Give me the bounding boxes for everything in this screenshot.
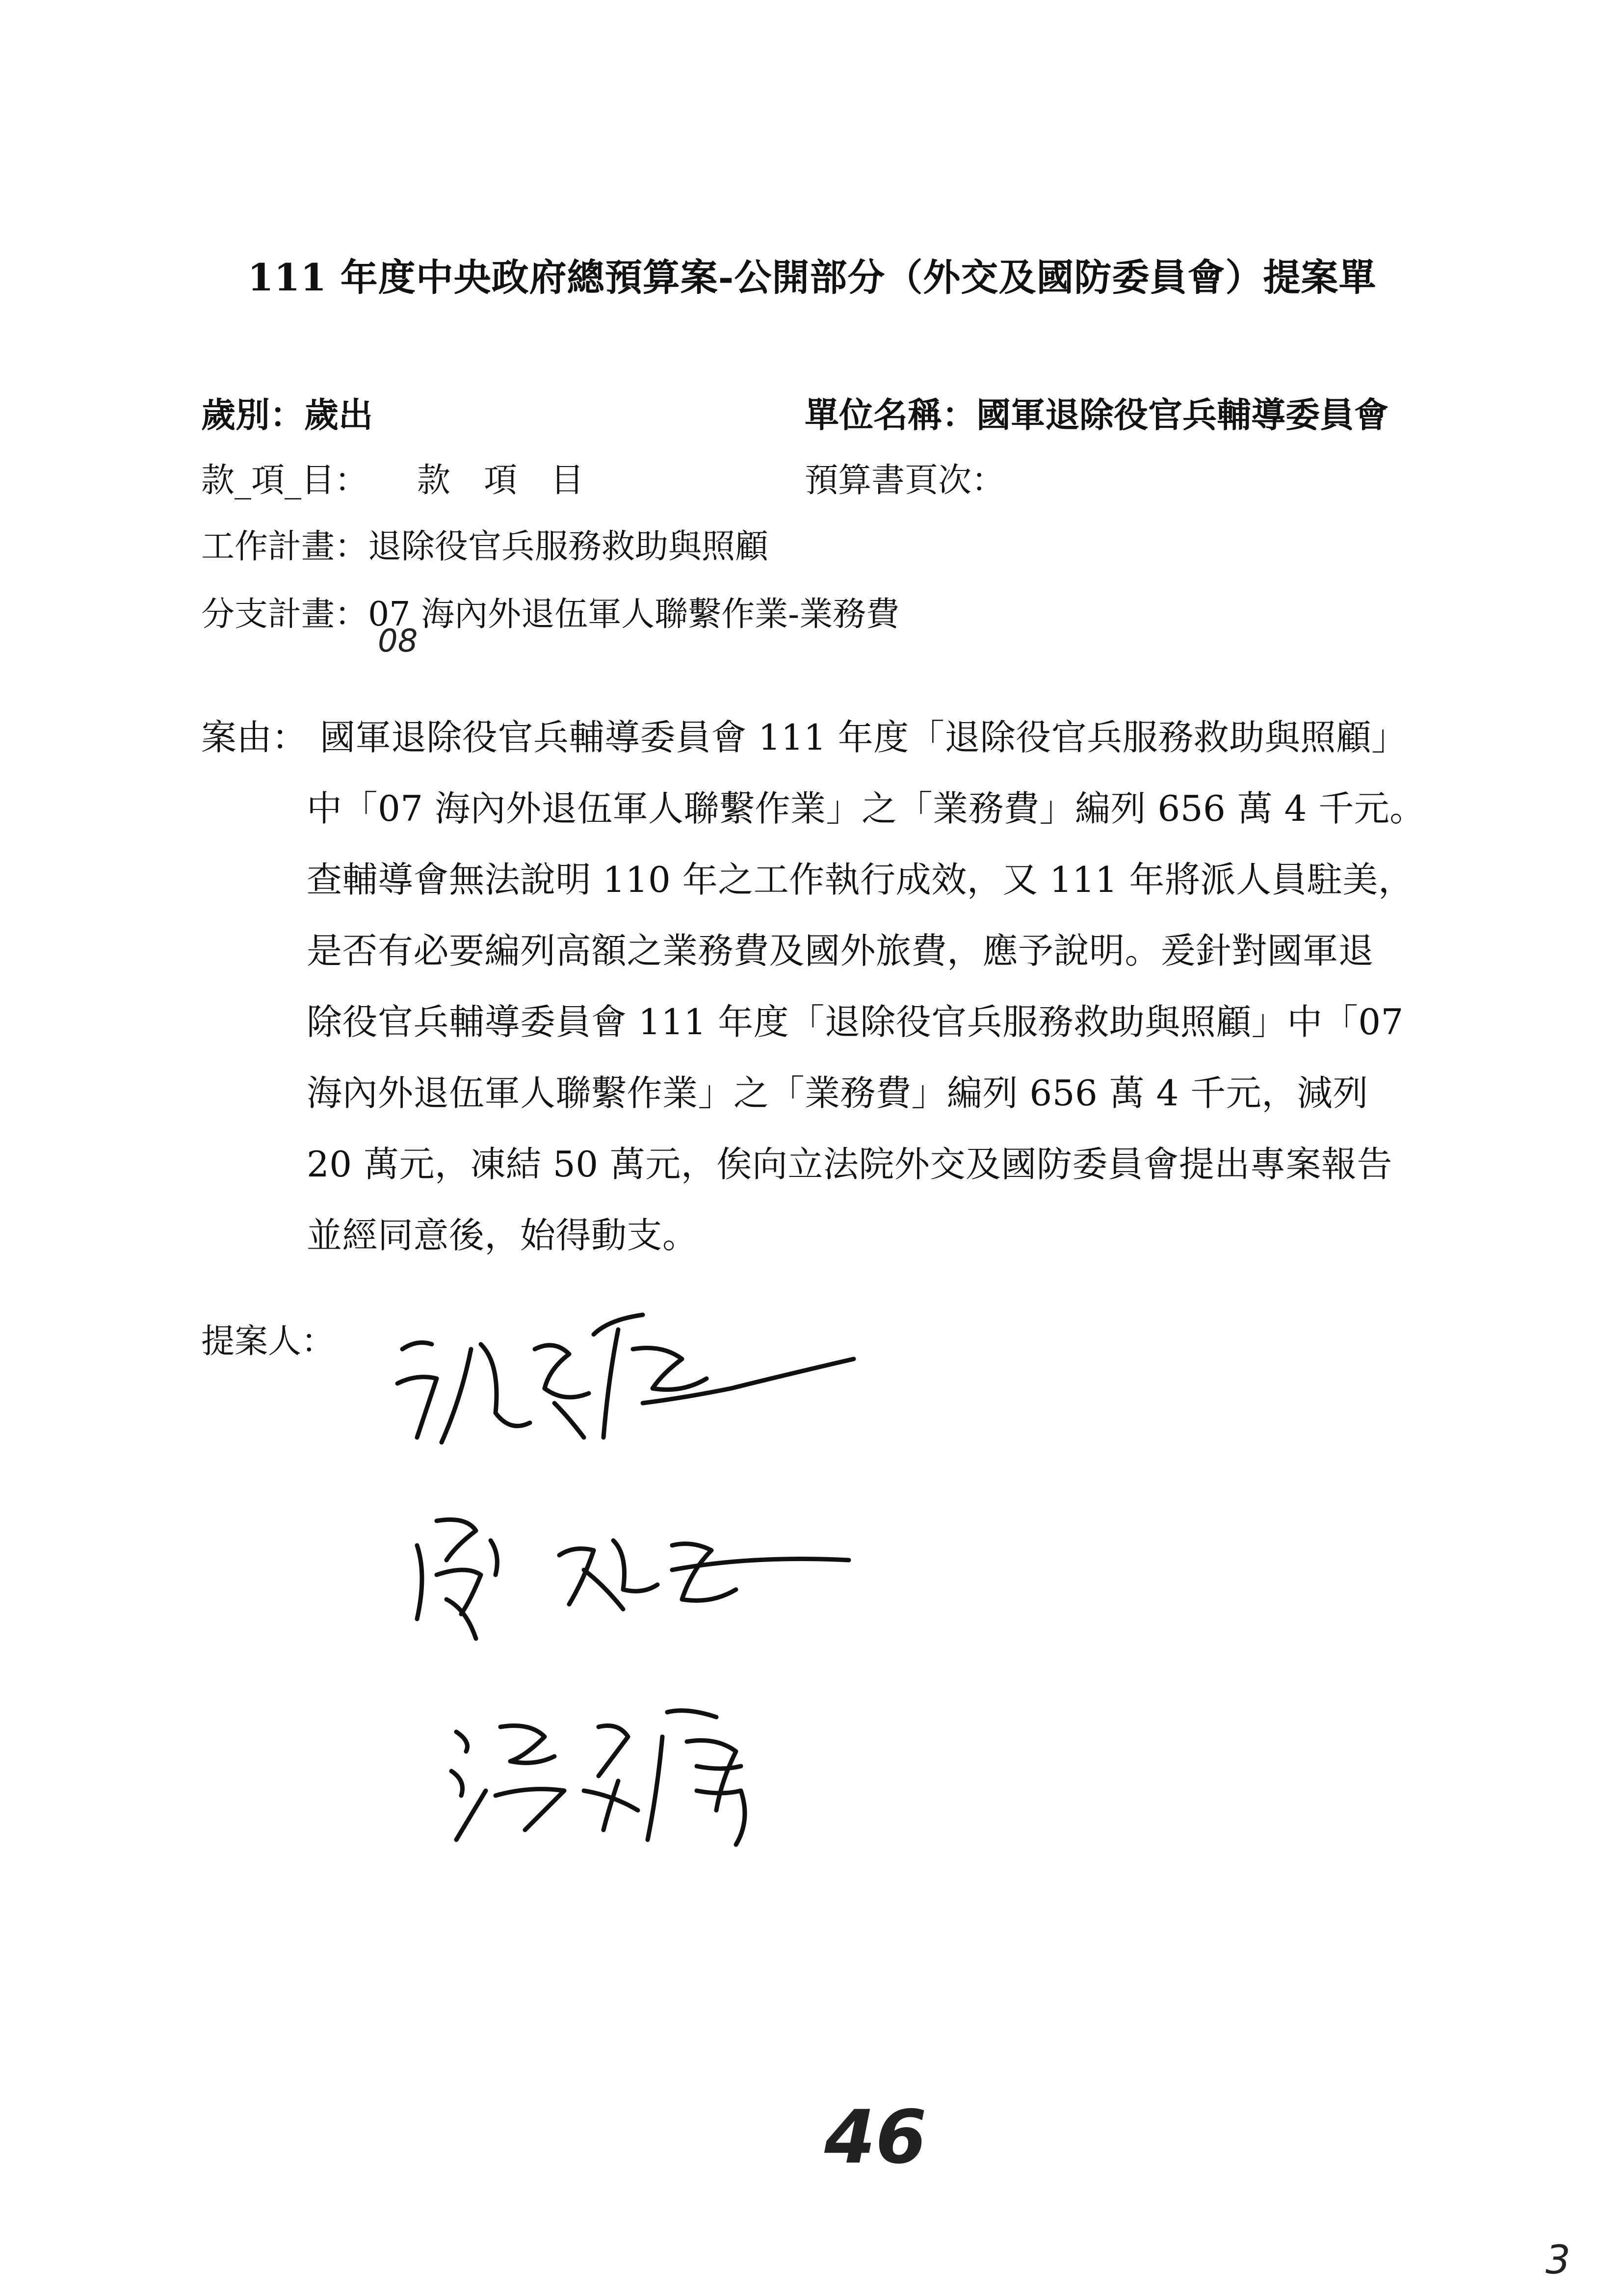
case-line-6: 海內外退伍軍人聯繫作業」之「業務費」編列 656 萬 4 千元，減列 xyxy=(307,1072,1368,1114)
case-line-3: 查輔導會無法說明 110 年之工作執行成效，又 111 年將派人員駐美， xyxy=(307,859,1414,900)
page-number-handwritten: 46 xyxy=(824,2095,927,2180)
subplan-label: 分支計畫： xyxy=(201,595,368,634)
case-line-1: 國軍退除役官兵輔導委員會 111 年度「退除役官兵服務救助與照顧」 xyxy=(320,717,1407,758)
case-label: 案由： xyxy=(201,717,308,758)
unit-label: 單位名稱： xyxy=(805,394,976,435)
case-line-7: 20 萬元，凍結 50 萬元，俟向立法院外交及國防委員會提出專案報告 xyxy=(307,1144,1392,1185)
subplan-value: 07 海內外退伍軍人聯繫作業-業務費 xyxy=(368,595,900,634)
corner-number: 3 xyxy=(1545,2237,1571,2283)
type-label: 歲別： xyxy=(201,394,304,435)
proposer-label: 提案人： xyxy=(201,1322,335,1361)
subplan-handwritten-correction: 08 xyxy=(378,623,418,659)
document-title: 111 年度中央政府總預算案-公開部分（外交及國防委員會）提案單 xyxy=(247,256,1377,299)
plan-label: 工作計畫： xyxy=(201,527,368,566)
page-label: 預算書頁次： xyxy=(805,461,1005,500)
plan-value: 退除役官兵服務救助與照顧 xyxy=(368,527,769,566)
type-field xyxy=(201,388,373,437)
case-line-5: 除役官兵輔導委員會 111 年度「退除役官兵服務救助與照顧」中「07 xyxy=(307,1001,1404,1043)
plan-field xyxy=(201,520,768,568)
item-value: 款 項 目 xyxy=(417,461,584,500)
subplan-field xyxy=(201,588,899,635)
signature-1 xyxy=(388,1290,878,1467)
unit-value: 國軍退除役官兵輔導委員會 xyxy=(976,394,1388,435)
case-line-4: 是否有必要編列高額之業務費及國外旅費，應予說明。爰針對國軍退 xyxy=(307,930,1374,971)
case-line-8: 並經同意後，始得動支。 xyxy=(307,1215,698,1256)
unit-field xyxy=(805,388,1388,437)
case-line-2: 中「07 海內外退伍軍人聯繫作業」之「業務費」編列 656 萬 4 千元。 xyxy=(307,788,1425,829)
signature-2 xyxy=(397,1491,888,1653)
signature-3 xyxy=(442,1683,814,1859)
item-label: 款_項_目： xyxy=(201,461,368,500)
type-value: 歲出 xyxy=(304,394,373,435)
